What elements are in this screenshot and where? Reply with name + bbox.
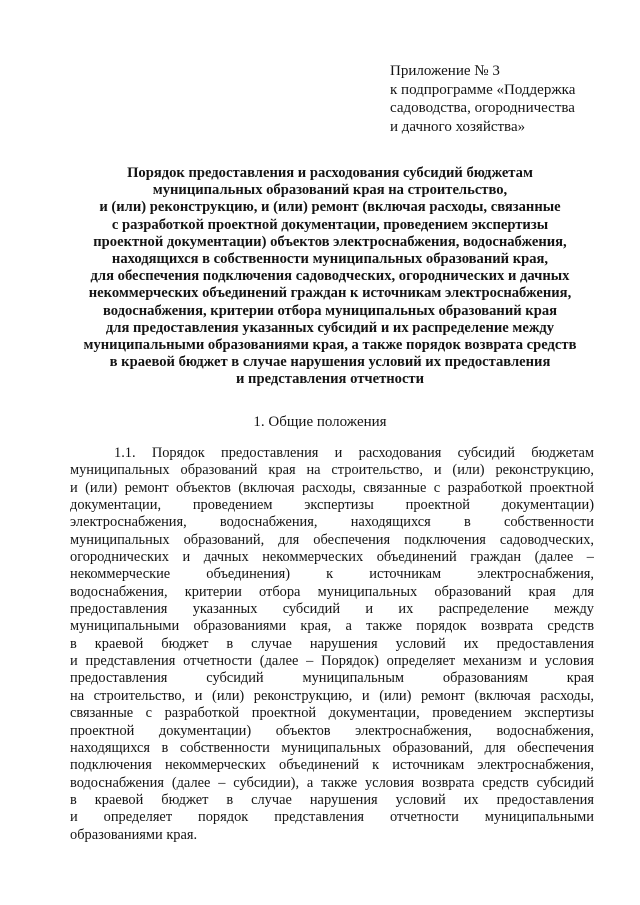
paragraph-line: и определяет порядок представления отчетности муниципальными [70,809,594,826]
paragraph-line: предоставления субсидий муниципальным образованиям края [70,670,594,687]
title-line: водоснабжения, критерии отбора муниципальных образований края [102,302,558,319]
paragraph-line: водоснабжения, критерии отбора муниципальных образований края для [70,583,594,600]
title-line: Порядок предоставления и расходования субсидий бюджетам [127,165,533,181]
paragraph-line: муниципальных образований, для обеспечения подключения садоводческих, [70,531,594,548]
paragraph-line: в краевой бюджет в случае нарушения условий их предоставления [70,791,594,808]
document-title [50,165,610,388]
paragraph-line: в краевой бюджет в случае нарушения условий их предоставления [70,635,594,652]
paragraph-line: и (или) ремонт объектов (включая расходы, связанные с разработкой проектной [70,479,594,496]
title-line: некоммерческих объединений граждан к источникам электроснабжения, [88,285,572,302]
paragraph-line: 1.1. Порядок предоставления и расходования субсидий бюджетам [114,445,594,461]
title-line: и представления отчетности [236,371,424,388]
appendix-line: к подпрограмме «Поддержка [390,81,576,98]
appendix-line: и дачного хозяйства» [390,118,526,135]
title-line: в краевой бюджет в случае нарушения условий их предоставления [109,354,551,371]
title-line: муниципальных образований края на строительство, [152,182,508,199]
paragraph-line: на строительство, и (или) реконструкцию, и (или) ремонт (включая расходы, [70,687,594,704]
paragraph-line: электроснабжения, водоснабжения, находящихся в собственности [70,514,594,531]
paragraph-line: некоммерческие объединения) к источникам электроснабжения, [70,566,594,583]
paragraph-1-1 [70,445,594,844]
title-line: для обеспечения подключения садоводческих, огороднических и дачных [90,268,570,285]
paragraph-line: документации, проведением экспертизы проектной документации) [70,497,594,514]
paragraph-line: огороднических и дачных некоммерческих объединений граждан (далее – [70,549,594,566]
paragraph-line: проектной документации) объектов электроснабжения, водоснабжения, [70,722,594,739]
paragraph-line: находящихся в собственности муниципальных образований, для обеспечения [70,739,594,756]
title-line: проектной документации) объектов электроснабжения, водоснабжения, [93,233,567,250]
title-line: муниципальными образованиями края, а также порядок возврата средств [83,336,577,353]
section-heading: 1. Общие положения [253,414,387,430]
paragraph-line: связанные с разработкой проектной документации, проведением экспертизы [70,705,594,722]
paragraph-line: муниципальными образованиями края, а также порядок возврата средств [70,618,594,635]
paragraph-line: подключения некоммерческих объединений к источникам электроснабжения, [70,757,594,774]
appendix-header [390,62,575,136]
title-line: с разработкой проектной документации, проведением экспертизы [111,216,549,233]
title-line: находящихся в собственности муниципальных образований края, [111,250,549,267]
paragraph-line: муниципальных образований края на строительство, и (или) реконструкцию, [70,462,594,479]
appendix-line: Приложение № 3 [390,63,500,79]
paragraph-line: образованиями края. [70,826,198,843]
title-line: и (или) реконструкцию, и (или) ремонт (включая расходы, связанные [99,199,561,216]
paragraph-line: предоставления указанных субсидий и их распределение между [70,601,594,618]
paragraph-line: и представления отчетности (далее – Порядок) определяет механизм и условия [70,653,594,670]
title-line: для предоставления указанных субсидий и их распределение между [105,319,555,336]
paragraph-line: водоснабжения (далее – субсидии), а также условия возврата средств субсидий [70,774,594,791]
appendix-line: садоводства, огородничества [390,100,575,116]
